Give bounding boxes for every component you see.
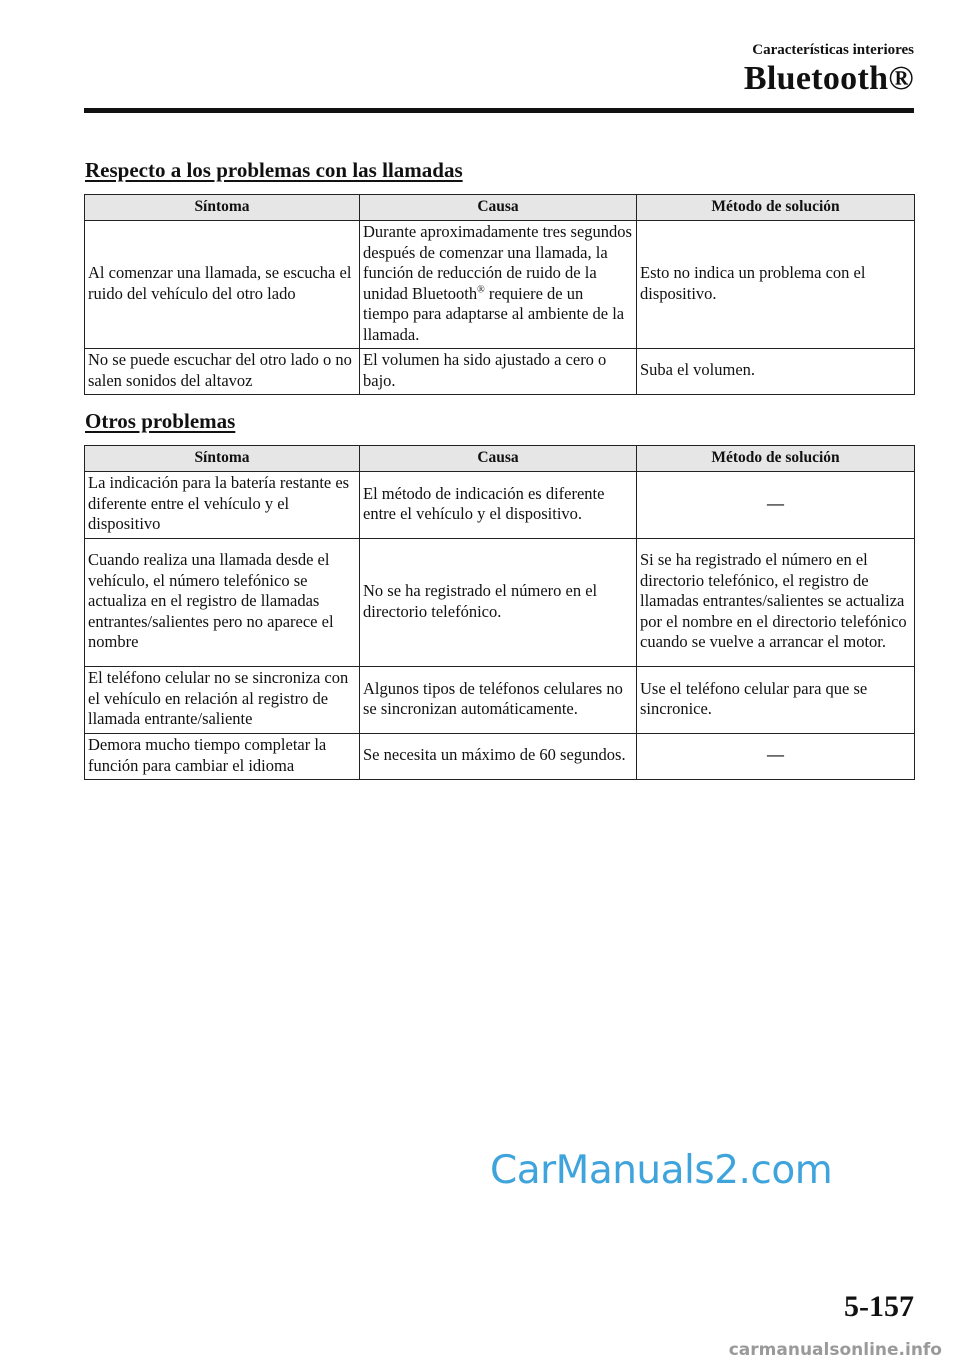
table-row bbox=[85, 221, 915, 349]
cause-cell bbox=[360, 221, 637, 349]
cause-text-continued: requiere de un tiempo para adaptarse al ambiente de la llamada. bbox=[363, 283, 625, 344]
cause-cell: El volumen ha sido ajustado a cero o bajo. bbox=[360, 349, 637, 395]
cause-cell: No se ha registrado el número en el directorio telefónico. bbox=[360, 539, 637, 667]
solution-cell: Esto no indica un problema con el dispositivo. bbox=[637, 221, 915, 349]
table-row bbox=[85, 349, 915, 395]
column-header-cause: Causa bbox=[360, 195, 637, 221]
cause-text: Durante aproximadamente tres segundos después de comenzar una llamada, la función de reducción de ruido de la unidad Bluetooth bbox=[363, 222, 632, 303]
table-row bbox=[85, 734, 915, 780]
solution-cell: Si se ha registrado el número en el directorio telefónico, el registro de llamadas entrantes/salientes se actualiza por el nombre en el directorio telefónico cuando se vuelve a arrancar el motor. bbox=[637, 539, 915, 667]
footer-site-link[interactable]: carmanualsonline.info bbox=[728, 1340, 942, 1360]
solution-cell: — bbox=[637, 472, 915, 539]
table-row bbox=[85, 539, 915, 667]
solution-cell: Use el teléfono celular para que se sincronice. bbox=[637, 667, 915, 734]
solution-cell: Suba el volumen. bbox=[637, 349, 915, 395]
calls-problems-table bbox=[84, 194, 915, 395]
chapter-section-label: Características interiores bbox=[752, 42, 914, 58]
watermark-logo: CarManuals2.com bbox=[490, 1148, 833, 1193]
other-problems-table bbox=[84, 445, 915, 780]
cause-cell: Se necesita un máximo de 60 segundos. bbox=[360, 734, 637, 780]
calls-problems-heading: Respecto a los problemas con las llamadas bbox=[85, 158, 463, 182]
cause-cell: El método de indicación es diferente entre el vehículo y el dispositivo. bbox=[360, 472, 637, 539]
table-header-row bbox=[85, 195, 915, 221]
symptom-cell: Cuando realiza una llamada desde el vehículo, el número telefónico se actualiza en el registro de llamadas entrantes/salientes pero no aparece el nombre bbox=[85, 539, 360, 667]
table-header-row bbox=[85, 446, 915, 472]
table-row bbox=[85, 472, 915, 539]
other-problems-heading: Otros problemas bbox=[85, 409, 236, 433]
page-number: 5-157 bbox=[844, 1290, 914, 1323]
symptom-cell: Demora mucho tiempo completar la función para cambiar el idioma bbox=[85, 734, 360, 780]
registered-mark: ® bbox=[477, 284, 485, 295]
column-header-solution: Método de solución bbox=[637, 195, 915, 221]
column-header-symptom: Síntoma bbox=[85, 446, 360, 472]
column-header-symptom: Síntoma bbox=[85, 195, 360, 221]
column-header-solution: Método de solución bbox=[637, 446, 915, 472]
symptom-cell: El teléfono celular no se sincroniza con el vehículo en relación al registro de llamada entrante/saliente bbox=[85, 667, 360, 734]
cause-cell: Algunos tipos de teléfonos celulares no se sincronizan automáticamente. bbox=[360, 667, 637, 734]
header-rule bbox=[84, 108, 914, 113]
symptom-cell: No se puede escuchar del otro lado o no salen sonidos del altavoz bbox=[85, 349, 360, 395]
chapter-title: Bluetooth® bbox=[743, 60, 914, 97]
solution-cell: — bbox=[637, 734, 915, 780]
column-header-cause: Causa bbox=[360, 446, 637, 472]
symptom-cell: Al comenzar una llamada, se escucha el ruido del vehículo del otro lado bbox=[85, 221, 360, 349]
table-row bbox=[85, 667, 915, 734]
symptom-cell: La indicación para la batería restante es diferente entre el vehículo y el dispositivo bbox=[85, 472, 360, 539]
